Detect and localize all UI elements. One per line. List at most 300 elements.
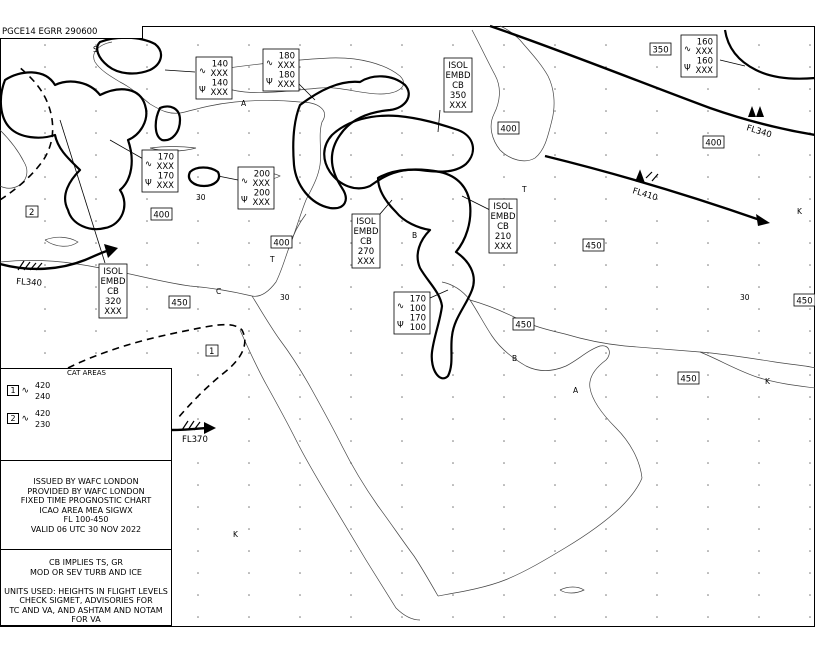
- cb-label-2-line: XXX: [357, 257, 375, 267]
- grid-dot: [605, 550, 607, 552]
- grid-dot: [605, 462, 607, 464]
- grid-dot: [656, 462, 658, 464]
- turb-icing-labels: [142, 35, 717, 334]
- grid-dot: [452, 44, 454, 46]
- chart-id: PGCE14 EGRR 290600: [2, 27, 98, 37]
- grid-dot: [758, 88, 760, 90]
- grid-dot: [758, 154, 760, 156]
- cb-label-4-line: CB: [107, 287, 119, 297]
- grid-dot: [503, 396, 505, 398]
- turb-icing-label-3: [142, 150, 178, 192]
- turb-icing-label-2-line: XXX: [277, 61, 295, 71]
- grid-dot: [809, 198, 811, 200]
- grid-dot: [146, 242, 148, 244]
- grid-dot: [350, 264, 352, 266]
- grid-dot: [554, 220, 556, 222]
- grid-dot: [656, 154, 658, 156]
- grid-dot: [503, 88, 505, 90]
- grid-dot: [401, 110, 403, 112]
- grid-dot: [758, 352, 760, 354]
- turb-icing-label-2-line: 180: [278, 70, 295, 81]
- grid-dot: [299, 484, 301, 486]
- cb-label-1-line: EMBD: [445, 71, 471, 81]
- grid-dot: [452, 506, 454, 508]
- grid-dot: [707, 264, 709, 266]
- grid-dot: [146, 308, 148, 310]
- grid-dot: [656, 550, 658, 552]
- cb-label-1-line: CB: [452, 81, 464, 91]
- legend-text-line: FL 100-450: [63, 515, 109, 524]
- grid-dot: [758, 440, 760, 442]
- grid-dot: [656, 242, 658, 244]
- legend-text-line: UNITS USED: HEIGHTS IN FLIGHT LEVELS: [4, 586, 168, 596]
- grid-dot: [299, 418, 301, 420]
- grid-dot: [248, 242, 250, 244]
- grid-dot: [605, 572, 607, 574]
- tropopause-value: 400: [273, 238, 290, 249]
- grid-dot: [299, 572, 301, 574]
- grid-dot: [656, 220, 658, 222]
- grid-dot: [44, 264, 46, 266]
- grid-dot: [707, 110, 709, 112]
- grid-dot: [707, 528, 709, 530]
- grid-dot: [809, 154, 811, 156]
- turb-icing-label-5-line: 100: [409, 323, 426, 333]
- grid-dot: [554, 242, 556, 244]
- grid-dot: [350, 308, 352, 310]
- grid-dot: [809, 110, 811, 112]
- grid-dot: [707, 462, 709, 464]
- cb-area-crete-n: [156, 107, 180, 141]
- grid-dot: [452, 220, 454, 222]
- grid-dot: [605, 594, 607, 596]
- grid-dot: [350, 286, 352, 288]
- grid-dot: [503, 176, 505, 178]
- grid-dot: [299, 154, 301, 156]
- grid-dot: [707, 198, 709, 200]
- grid-dot: [197, 330, 199, 332]
- grid-dot: [401, 528, 403, 530]
- grid-dot: [809, 66, 811, 68]
- grid-dot: [656, 572, 658, 574]
- chart-header: [0, 26, 143, 39]
- grid-dot: [95, 352, 97, 354]
- grid-dot: [605, 418, 607, 420]
- grid-dot: [350, 550, 352, 552]
- cb-label-3-line: XXX: [494, 242, 512, 252]
- cb-label-3-line: ISOL: [493, 202, 513, 212]
- grid-dot: [350, 88, 352, 90]
- grid-dot: [656, 396, 658, 398]
- grid-dot: [503, 550, 505, 552]
- grid-dot: [95, 110, 97, 112]
- grid-dot: [452, 132, 454, 134]
- grid-dot: [95, 308, 97, 310]
- svg-text:2: 2: [29, 208, 35, 218]
- grid-dot: [452, 308, 454, 310]
- grid-dot: [656, 374, 658, 376]
- turb-symbol-icon: ∿: [21, 386, 30, 396]
- grid-dot: [299, 242, 301, 244]
- grid-dot: [350, 616, 352, 618]
- grid-dot: [503, 528, 505, 530]
- grid-dot: [197, 418, 199, 420]
- grid-dot: [758, 264, 760, 266]
- tropopause-box: [703, 136, 724, 149]
- grid-dot: [503, 44, 505, 46]
- icing-icon: Ψ: [266, 77, 273, 88]
- grid-dot: [809, 44, 811, 46]
- grid-dot: [554, 462, 556, 464]
- jet-label-east: FL410: [631, 186, 659, 204]
- grid-dot: [809, 528, 811, 530]
- grid-dot: [758, 418, 760, 420]
- grid-dot: [503, 418, 505, 420]
- turb-icing-label-5-line: 100: [409, 304, 426, 314]
- grid-dot: [248, 308, 250, 310]
- tropopause-box: [498, 122, 519, 135]
- grid-dot: [656, 264, 658, 266]
- grid-dot: [299, 528, 301, 530]
- grid-dot: [605, 198, 607, 200]
- grid-dot: [401, 462, 403, 464]
- grid-dot: [656, 66, 658, 68]
- grid-dot: [299, 44, 301, 46]
- legend-text-line: CB IMPLIES TS, GR: [48, 558, 123, 567]
- grid-dot: [350, 594, 352, 596]
- grid-dot: [95, 176, 97, 178]
- cb-label-4-line: XXX: [104, 307, 122, 317]
- cat-marker-2: [26, 206, 38, 218]
- tropopause-box: [650, 43, 671, 56]
- grid-dot: [809, 88, 811, 90]
- grid-dot: [350, 506, 352, 508]
- grid-dot: [44, 330, 46, 332]
- grid-dot: [401, 220, 403, 222]
- grid-dot: [146, 66, 148, 68]
- grid-dot: [44, 220, 46, 222]
- cb-label-3-line: CB: [497, 222, 509, 232]
- grid-dot: [758, 176, 760, 178]
- grid-dot: [401, 484, 403, 486]
- turb-icing-label-6: [681, 35, 717, 77]
- grid-dot: [707, 88, 709, 90]
- grid-dot: [707, 176, 709, 178]
- grid-dot: [401, 88, 403, 90]
- grid-dot: [809, 286, 811, 288]
- grid-dot: [758, 66, 760, 68]
- grid-dot: [554, 264, 556, 266]
- tropopause-box: [583, 239, 604, 252]
- grid-dot: [605, 396, 607, 398]
- grid-dot: [758, 44, 760, 46]
- grid-dot: [503, 594, 505, 596]
- turb-icing-label-3-line: 170: [157, 152, 174, 163]
- turb-icing-label-1-line: XXX: [210, 69, 228, 79]
- grid-dot: [707, 396, 709, 398]
- grid-dot: [503, 264, 505, 266]
- grid-dot: [248, 264, 250, 266]
- grid-dot: [248, 528, 250, 530]
- grid-dot: [503, 572, 505, 574]
- grid-dot: [809, 462, 811, 464]
- turb-symbol-icon: ∿: [21, 414, 30, 424]
- grid-dot: [350, 352, 352, 354]
- grid-dot: [809, 418, 811, 420]
- grid-dot: [554, 396, 556, 398]
- grid-dot: [605, 330, 607, 332]
- grid-dot: [401, 440, 403, 442]
- grid-dot: [350, 242, 352, 244]
- grid-dot: [656, 330, 658, 332]
- grid-dot: [554, 528, 556, 530]
- grid-dot: [758, 550, 760, 552]
- grid-dot: [248, 220, 250, 222]
- grid-dot: [656, 110, 658, 112]
- grid-dot: [554, 110, 556, 112]
- grid-dot: [554, 418, 556, 420]
- svg-text:T: T: [270, 255, 275, 264]
- legend-text-line: VALID 06 UTC 30 NOV 2022: [30, 524, 142, 534]
- grid-dot: [401, 594, 403, 596]
- grid-dot: [248, 594, 250, 596]
- grid-dot: [605, 616, 607, 618]
- grid-dot: [350, 66, 352, 68]
- legend-text-line: [1, 577, 171, 587]
- grid-dot: [809, 220, 811, 222]
- turbulence-icon: ∿: [199, 66, 207, 77]
- grid-dot: [299, 110, 301, 112]
- jet-stream-east: [545, 156, 760, 220]
- grid-dot: [248, 44, 250, 46]
- legend-text-line: FIXED TIME PROGNOSTIC CHART: [20, 496, 152, 505]
- grid-dot: [707, 440, 709, 442]
- jet-arrowhead-east: [756, 214, 770, 226]
- grid-dot: [503, 462, 505, 464]
- grid-dot: [197, 374, 199, 376]
- grid-dot: [401, 286, 403, 288]
- grid-dot: [401, 66, 403, 68]
- grid-dot: [401, 176, 403, 178]
- grid-dot: [401, 242, 403, 244]
- grid-dot: [299, 374, 301, 376]
- svg-text:K: K: [233, 530, 238, 539]
- grid-dot: [248, 154, 250, 156]
- grid-dot: [95, 286, 97, 288]
- turbulence-icon: ∿: [266, 58, 274, 69]
- grid-dot: [758, 330, 760, 332]
- cb-area-west-1: [1, 72, 146, 229]
- grid-dot: [809, 550, 811, 552]
- pressure-centres: [93, 45, 803, 539]
- grid-dot: [707, 572, 709, 574]
- cb-area-cyprus: [189, 168, 219, 187]
- grid-dot: [452, 242, 454, 244]
- cat-area-id: 2: [7, 413, 19, 424]
- turb-icing-label-1: [196, 57, 232, 99]
- grid-dot: [401, 506, 403, 508]
- grid-dot: [197, 506, 199, 508]
- wind-barb-fl410: [636, 171, 658, 182]
- cb-label-2: [352, 214, 380, 268]
- grid-dot: [350, 176, 352, 178]
- grid-dot: [656, 594, 658, 596]
- grid-dot: [656, 506, 658, 508]
- notes-info: [1, 549, 171, 625]
- grid-dot: [452, 528, 454, 530]
- icing-icon: Ψ: [241, 195, 248, 206]
- grid-dot: [44, 66, 46, 68]
- grid-dot: [809, 594, 811, 596]
- cb-label-3-line: 210: [494, 232, 512, 242]
- grid-dot: [503, 352, 505, 354]
- grid-dot: [299, 616, 301, 618]
- grid-dot: [299, 264, 301, 266]
- cb-label-2-line: EMBD: [353, 227, 379, 237]
- grid-dot: [758, 374, 760, 376]
- grid-dot: [452, 550, 454, 552]
- grid-dot: [299, 308, 301, 310]
- turb-icing-label-6-line: 160: [696, 56, 713, 67]
- grid-dot: [452, 484, 454, 486]
- grid-dot: [809, 616, 811, 618]
- grid-dot: [503, 286, 505, 288]
- icing-icon: Ψ: [684, 63, 691, 74]
- grid-dot: [197, 220, 199, 222]
- grid-dot: [95, 220, 97, 222]
- grid-dot: [809, 352, 811, 354]
- grid-dot: [248, 88, 250, 90]
- grid-dot: [503, 506, 505, 508]
- grid-dot: [656, 528, 658, 530]
- grid-dot: [248, 418, 250, 420]
- svg-text:T: T: [522, 185, 527, 194]
- turb-icing-label-5-line: 170: [409, 313, 426, 324]
- grid-dot: [605, 484, 607, 486]
- cat-boundaries: [0, 66, 245, 418]
- grid-dot: [656, 616, 658, 618]
- turbulence-icon: ∿: [145, 159, 153, 170]
- grid-dot: [299, 594, 301, 596]
- grid-dot: [605, 176, 607, 178]
- grid-dot: [197, 154, 199, 156]
- grid-dot: [707, 242, 709, 244]
- grid-dot: [299, 550, 301, 552]
- grid-dot: [452, 264, 454, 266]
- grid-dot: [656, 418, 658, 420]
- jet-label-ne: FL340: [745, 123, 773, 141]
- tropopause-value: 400: [705, 138, 722, 149]
- grid-dot: [299, 396, 301, 398]
- grid-dot: [248, 330, 250, 332]
- grid-dot: [758, 396, 760, 398]
- svg-text:C: C: [216, 287, 222, 296]
- jet-stream-ne: [490, 26, 815, 135]
- grid-dot: [554, 616, 556, 618]
- grid-dot: [758, 286, 760, 288]
- cb-label-2-line: CB: [360, 237, 372, 247]
- grid-dot: [554, 594, 556, 596]
- grid-dot: [554, 198, 556, 200]
- legend-text-line: ICAO AREA MEA SIGWX: [39, 505, 133, 515]
- grid-dot: [197, 176, 199, 178]
- tropopause-box: [151, 208, 172, 221]
- grid-dot: [554, 484, 556, 486]
- grid-dot: [554, 440, 556, 442]
- turb-icing-label-6-line: XXX: [695, 66, 713, 76]
- grid-dot: [146, 132, 148, 134]
- grid-dot: [605, 110, 607, 112]
- grid-dot: [299, 352, 301, 354]
- cb-label-3: [489, 199, 517, 253]
- grid-dot: [44, 198, 46, 200]
- lat-label-2: 30: [280, 293, 290, 302]
- grid-dot: [95, 264, 97, 266]
- grid-dot: [350, 572, 352, 574]
- grid-dot: [299, 286, 301, 288]
- grid-dot: [707, 550, 709, 552]
- grid-dot: [248, 572, 250, 574]
- grid-dot: [758, 198, 760, 200]
- grid-dot: [554, 132, 556, 134]
- grid-dot: [605, 220, 607, 222]
- grid-dot: [452, 198, 454, 200]
- jet-label-south: FL370: [182, 435, 208, 445]
- tropopause-value: 450: [515, 320, 532, 331]
- grid-dot: [452, 418, 454, 420]
- grid-dot: [503, 110, 505, 112]
- grid-dot: [809, 374, 811, 376]
- cat-area-entry-2: [7, 413, 29, 424]
- grid-dot: [554, 66, 556, 68]
- grid-dot: [707, 616, 709, 618]
- grid-dot: [248, 484, 250, 486]
- grid-dot: [350, 484, 352, 486]
- legend-text-line: MOD OR SEV TURB AND ICE: [30, 567, 142, 577]
- svg-text:B: B: [512, 354, 518, 363]
- grid-dot: [401, 154, 403, 156]
- grid-dot: [809, 484, 811, 486]
- grid-dot: [146, 44, 148, 46]
- grid-dot: [248, 110, 250, 112]
- grid-dot: [197, 594, 199, 596]
- grid-dot: [350, 528, 352, 530]
- grid-dot: [605, 352, 607, 354]
- cb-label-3-line: EMBD: [490, 212, 516, 222]
- grid-dot: [197, 528, 199, 530]
- grid-dot: [401, 550, 403, 552]
- grid-dot: [146, 330, 148, 332]
- grid-dot: [707, 330, 709, 332]
- turb-icing-label-4-line: XXX: [252, 198, 270, 208]
- tropopause-value: 400: [153, 210, 170, 221]
- grid-dot: [758, 462, 760, 464]
- grid-dot: [248, 396, 250, 398]
- grid-dot: [350, 374, 352, 376]
- turb-icing-label-6-line: XXX: [695, 47, 713, 57]
- turb-icing-label-6-line: 160: [696, 37, 713, 48]
- turb-icing-label-4-line: 200: [253, 188, 270, 199]
- jet-arrowhead-west: [104, 244, 118, 258]
- grid-dot: [452, 440, 454, 442]
- turb-icing-label-5: [394, 292, 430, 334]
- grid-dot: [707, 132, 709, 134]
- grid-dot: [95, 132, 97, 134]
- turb-icing-label-3-line: XXX: [156, 162, 174, 172]
- cb-label-4-line: ISOL: [103, 267, 123, 277]
- grid-dot: [452, 396, 454, 398]
- grid-dot: [605, 374, 607, 376]
